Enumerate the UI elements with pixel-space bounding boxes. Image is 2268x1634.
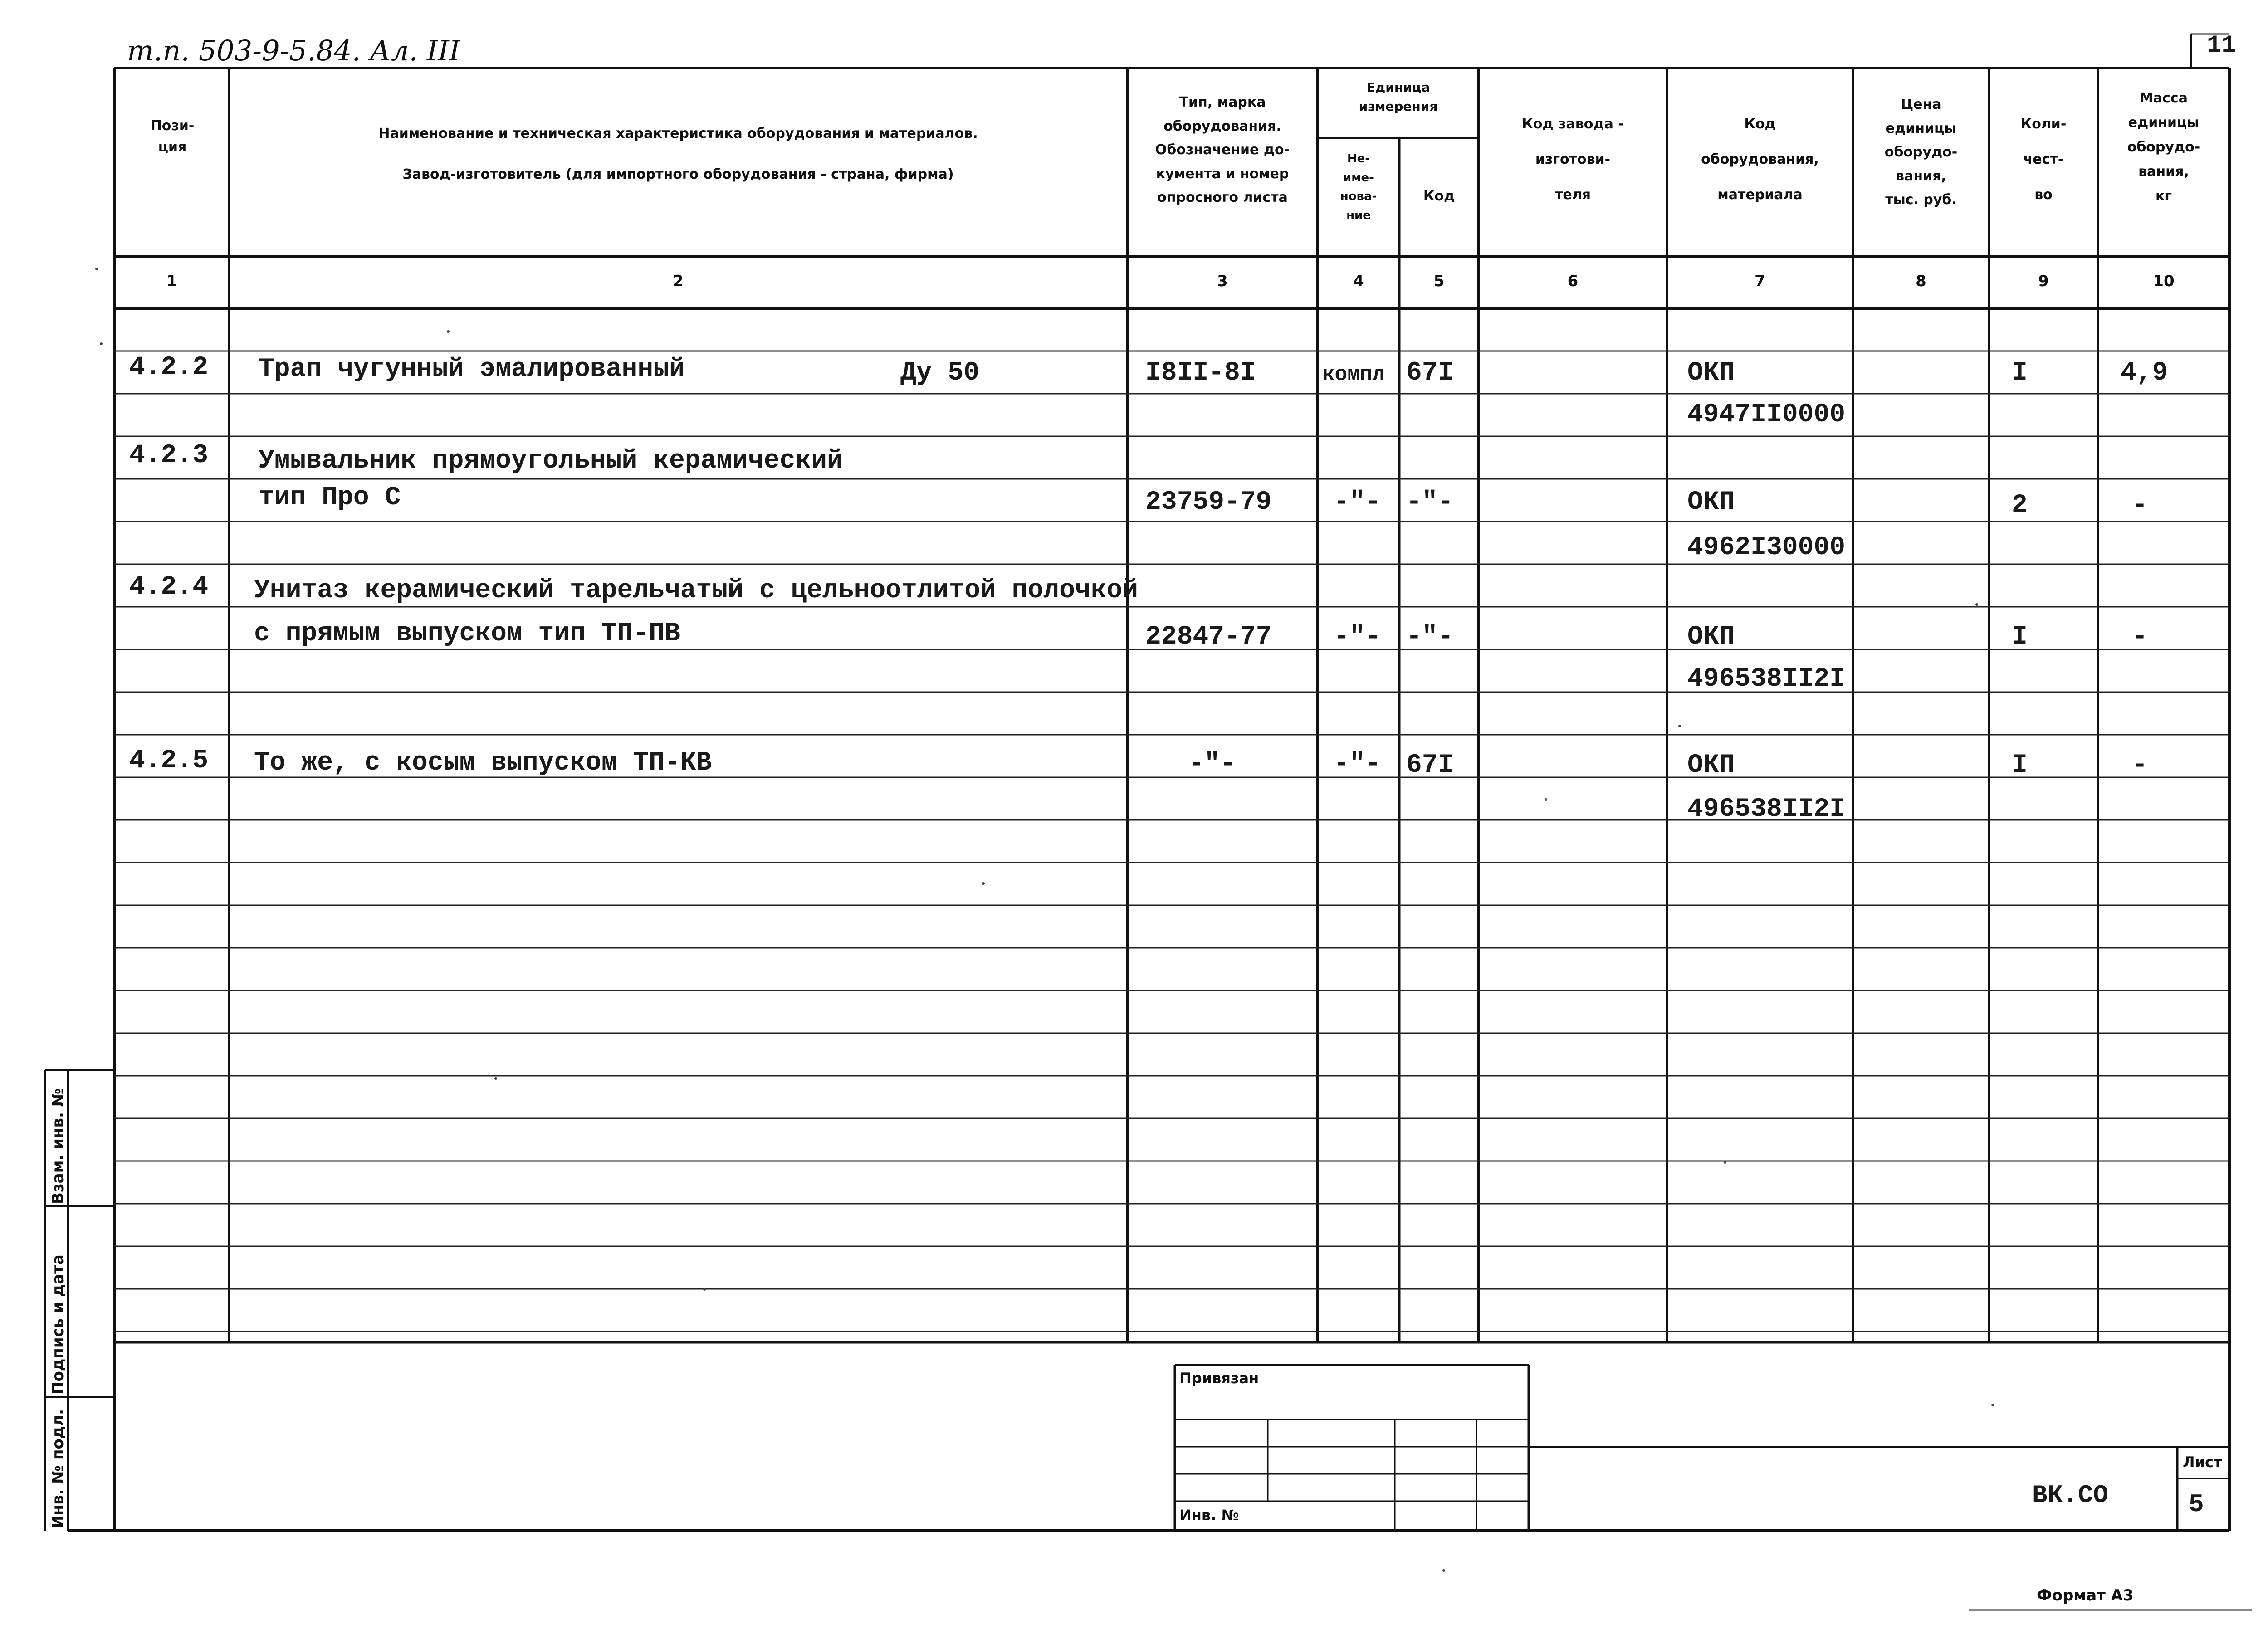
header-mass-line: кг <box>2155 188 2172 204</box>
cell-name: Унитаз керамический тарельчатый с цельноотлитой полочкой <box>254 576 1139 605</box>
column-number: 4 <box>1353 272 1364 290</box>
header-equip-code <box>1667 107 1853 213</box>
header-position-line: ция <box>158 139 187 155</box>
cell-equip-code: ОКП <box>1687 622 1735 652</box>
cell-type: I8II-8I <box>1145 358 1256 388</box>
header-name-line: Наименование и техническая характеристика оборудования и материалов. <box>378 126 978 141</box>
header-factory-code-line: теля <box>1555 187 1591 203</box>
column-number: 6 <box>1567 272 1579 290</box>
cell-equip-code: ОКП <box>1687 358 1735 388</box>
cell-name: с прямым выпуском тип ТП-ПВ <box>254 619 680 649</box>
cell-position: 4.2.4 <box>129 572 209 602</box>
column-number: 5 <box>1433 272 1445 290</box>
column-number: 8 <box>1916 272 1926 290</box>
header-price-line: оборудо- <box>1884 144 1958 160</box>
header-type-line: опросного листа <box>1157 190 1288 205</box>
header-position-line: Пози- <box>150 118 195 134</box>
header-factory-code-line: Код завода - <box>1522 116 1624 132</box>
cell-type: 23759-79 <box>1145 488 1272 517</box>
cell-name: То же, с косым выпуском ТП-КВ <box>254 748 712 778</box>
cell-unit: -"- <box>1334 488 1381 517</box>
cell-position: 4.2.5 <box>129 746 209 776</box>
column-number: 3 <box>1217 272 1228 290</box>
sheet-label: Лист <box>2183 1454 2222 1471</box>
header-mass-line: вания, <box>2138 164 2189 180</box>
side-label-vzam-inv: Взам. инв. № <box>49 1088 67 1204</box>
header-qty <box>1989 107 2098 213</box>
header-price <box>1853 93 1989 212</box>
header-unit-name-line: ние <box>1346 208 1371 222</box>
header-name <box>229 113 1127 195</box>
header-qty-line: во <box>2034 187 2053 203</box>
header-position <box>116 116 229 158</box>
header-equip-code-line: оборудования, <box>1701 151 1819 167</box>
cell-equip-code: ОКП <box>1687 488 1735 517</box>
cell-qty: 2 <box>2012 491 2028 520</box>
cell-equip-code: 496538II2I <box>1687 664 1846 694</box>
sheet-number: 5 <box>2189 1490 2204 1519</box>
cell-unit: -"- <box>1334 622 1381 652</box>
side-label-podpis-data: Подпись и дата <box>49 1254 67 1395</box>
stamp-inv-no: Инв. № <box>1179 1507 1239 1524</box>
header-price-line: единицы <box>1885 120 1957 137</box>
cell-qty: I <box>2012 751 2028 780</box>
cell-equip-code: ОКП <box>1687 751 1735 780</box>
header-qty-line: Коли- <box>2020 116 2067 132</box>
header-type-line: оборудования. <box>1163 118 1281 134</box>
column-number: 9 <box>2038 272 2049 290</box>
cell-mass: - <box>2132 491 2148 520</box>
header-name-line: Завод-изготовитель (для импортного оборудования - страна, фирма) <box>402 166 954 182</box>
header-unit-name <box>1318 150 1399 225</box>
header-type-line: Обозначение до- <box>1155 142 1290 158</box>
header-unit <box>1318 78 1479 116</box>
column-number: 2 <box>673 272 684 290</box>
side-label-inv-podl: Инв. № подл. <box>49 1409 67 1528</box>
cell-name: Умывальник прямоугольный керамический <box>259 446 843 476</box>
cell-unit-code: -"- <box>1406 622 1454 652</box>
header-qty-line: чест- <box>2023 151 2064 167</box>
cell-qty: I <box>2012 358 2028 388</box>
cell-equip-code: 4947II0000 <box>1687 400 1846 429</box>
stamp-privyazan: Привязан <box>1179 1370 1259 1387</box>
header-equip-code-line: Код <box>1744 116 1776 132</box>
cell-mass: - <box>2132 751 2148 780</box>
cell-mass: 4,9 <box>2121 358 2168 388</box>
header-unit-code: Код <box>1423 188 1455 204</box>
header-mass-line: Масса <box>2140 90 2188 106</box>
cell-unit-code: -"- <box>1406 488 1454 517</box>
header-type-line: Тип, марка <box>1179 94 1266 110</box>
header-factory-code <box>1479 107 1667 213</box>
cell-name-extra: Ду 50 <box>900 358 980 388</box>
cell-qty: I <box>2012 622 2028 652</box>
header-unit-line: Единица <box>1366 80 1430 95</box>
cell-name: Трап чугунный эмалированный <box>259 355 685 384</box>
cell-position: 4.2.2 <box>129 353 209 382</box>
header-mass <box>2098 86 2229 209</box>
document-code: ВК.СО <box>2032 1481 2109 1510</box>
header-type <box>1127 91 1318 210</box>
header-price-line: Цена <box>1901 97 1941 112</box>
column-number: 7 <box>1755 272 1765 290</box>
format-label: Формат А3 <box>2037 1586 2134 1605</box>
cell-mass: - <box>2132 622 2148 652</box>
header-unit-name-line: име- <box>1343 171 1374 185</box>
cell-unit: -"- <box>1334 749 1381 779</box>
document-ref: т.п. 503-9-5.84. Ал. III <box>127 34 460 67</box>
cell-unit-code: 67I <box>1406 751 1454 780</box>
cell-name: тип Про С <box>259 483 401 512</box>
header-price-line: вания, <box>1896 168 1946 184</box>
header-equip-code-line: материала <box>1717 187 1803 203</box>
cell-equip-code: 4962I30000 <box>1687 533 1846 562</box>
cell-position: 4.2.3 <box>129 441 209 470</box>
cell-unit-code: 67I <box>1406 358 1454 388</box>
header-unit-name-line: Не- <box>1347 152 1370 166</box>
column-number: 1 <box>166 272 177 290</box>
cell-type: 22847-77 <box>1145 622 1272 652</box>
cell-type: -"- <box>1188 749 1236 779</box>
cell-equip-code: 496538II2I <box>1687 795 1846 824</box>
header-unit-name-line: нова- <box>1340 190 1377 204</box>
header-type-line: кумента и номер <box>1156 166 1289 182</box>
header-factory-code-line: изготови- <box>1535 151 1611 167</box>
header-mass-line: оборудо- <box>2127 139 2200 155</box>
column-number: 10 <box>2153 272 2175 290</box>
header-mass-line: единицы <box>2128 115 2200 131</box>
header-unit-line: измерения <box>1359 99 1438 114</box>
cell-unit: компл <box>1322 363 1385 386</box>
corner-page-number: 11 <box>2207 32 2236 59</box>
header-price-line: тыс. руб. <box>1885 192 1957 208</box>
